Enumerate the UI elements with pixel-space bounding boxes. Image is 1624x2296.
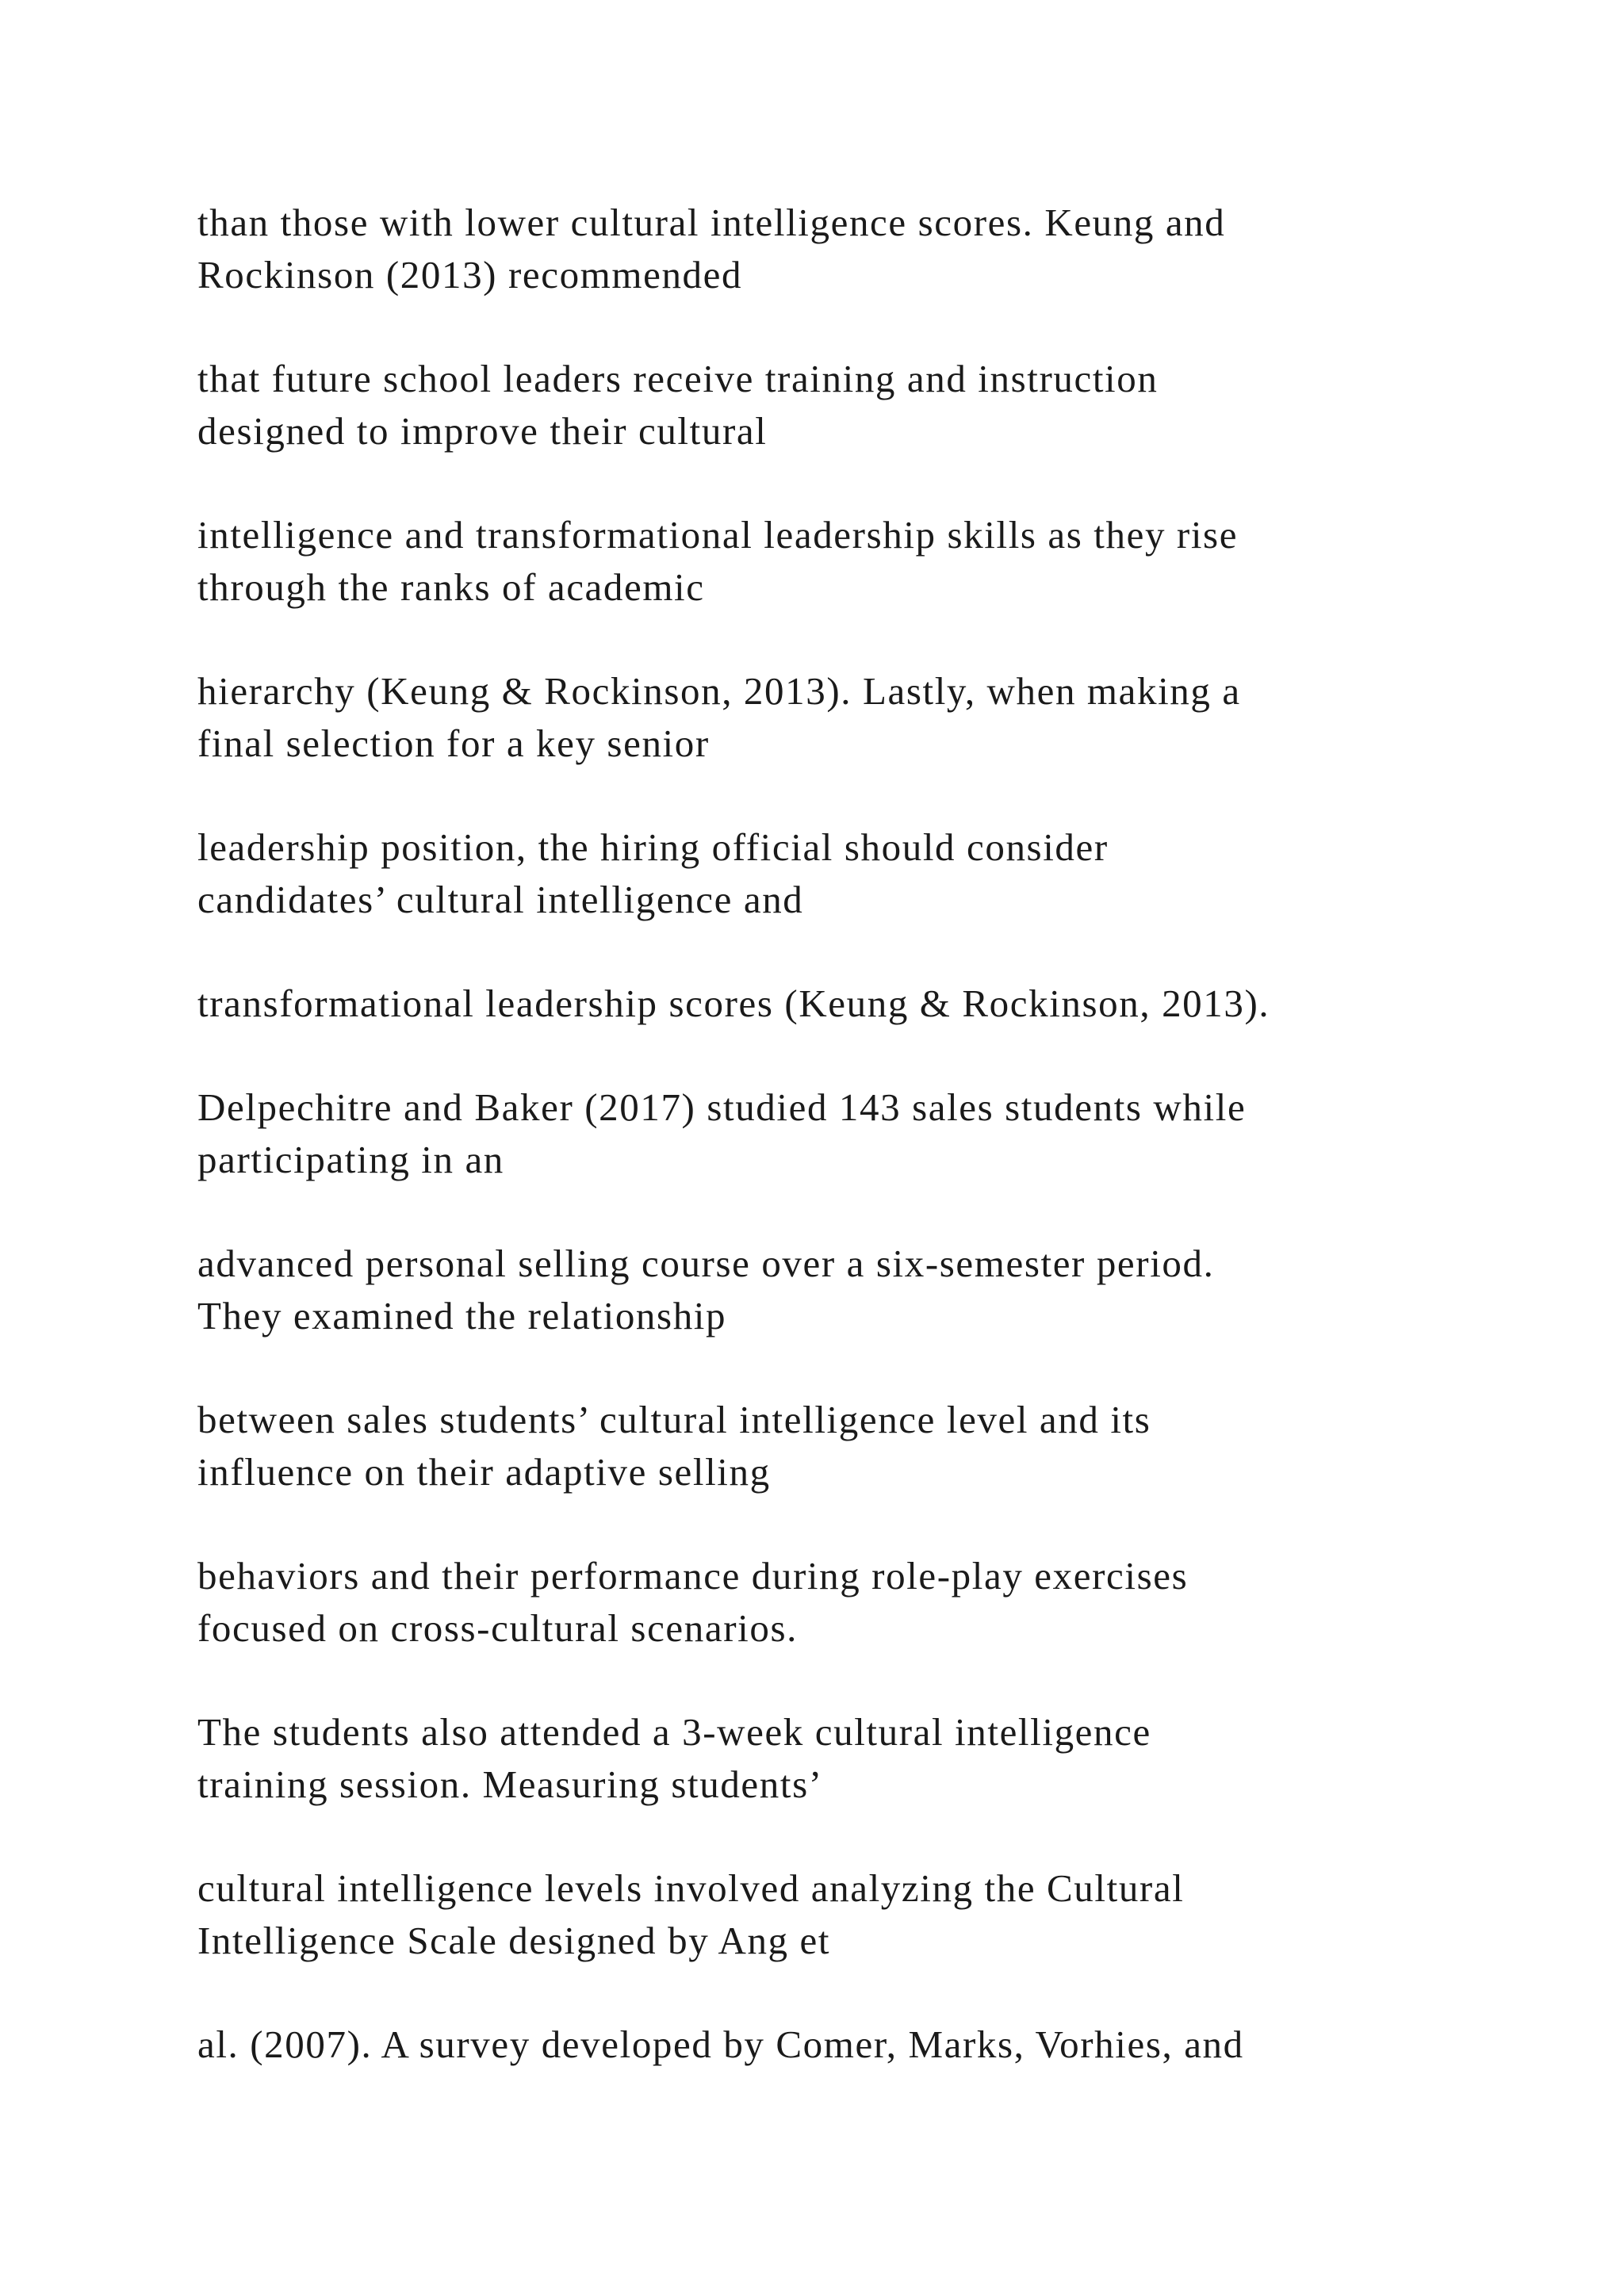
paragraph-3 bbox=[197, 509, 1561, 614]
paragraph-2 bbox=[197, 353, 1561, 457]
text-line: The students also attended a 3-week cultural intelligence bbox=[197, 1710, 1151, 1754]
text-line: candidates’ cultural intelligence and bbox=[197, 878, 804, 921]
text-line: training session. Measuring students’ bbox=[197, 1762, 823, 1806]
paragraph-6 bbox=[197, 978, 1561, 1030]
paragraph-13 bbox=[197, 2019, 1561, 2071]
text-line: cultural intelligence levels involved analyzing the Cultural bbox=[197, 1866, 1185, 1910]
text-line: that future school leaders receive training and instruction bbox=[197, 357, 1159, 400]
text-line: advanced personal selling course over a six-semester period. bbox=[197, 1242, 1215, 1285]
paragraph-9 bbox=[197, 1394, 1561, 1498]
text-line: participating in an bbox=[197, 1138, 504, 1181]
text-line: designed to improve their cultural bbox=[197, 409, 768, 453]
paragraph-12 bbox=[197, 1862, 1561, 1967]
paragraph-11 bbox=[197, 1706, 1561, 1811]
text-line: transformational leadership scores (Keung & Rockinson, 2013). bbox=[197, 982, 1270, 1025]
text-line: through the ranks of academic bbox=[197, 565, 705, 609]
text-line: They examined the relationship bbox=[197, 1294, 727, 1337]
text-line: final selection for a key senior bbox=[197, 721, 710, 765]
text-line: hierarchy (Keung & Rockinson, 2013). Lastly, when making a bbox=[197, 669, 1241, 713]
text-line: intelligence and transformational leadership skills as they rise bbox=[197, 513, 1239, 557]
text-line: behaviors and their performance during role-play exercises bbox=[197, 1554, 1189, 1598]
text-line: than those with lower cultural intelligence scores. Keung and bbox=[197, 201, 1226, 244]
text-line: focused on cross-cultural scenarios. bbox=[197, 1606, 798, 1650]
paragraph-8 bbox=[197, 1238, 1561, 1342]
paragraph-5 bbox=[197, 821, 1561, 926]
text-line: leadership position, the hiring official should consider bbox=[197, 825, 1109, 869]
text-line: between sales students’ cultural intelligence level and its bbox=[197, 1398, 1151, 1441]
paragraph-10 bbox=[197, 1550, 1561, 1655]
text-line: Rockinson (2013) recommended bbox=[197, 253, 743, 297]
text-line: Delpechitre and Baker (2017) studied 143 sales students while bbox=[197, 1085, 1247, 1129]
paragraph-4 bbox=[197, 665, 1561, 770]
text-line: influence on their adaptive selling bbox=[197, 1450, 771, 1494]
paragraph-1 bbox=[197, 197, 1561, 301]
text-line: al. (2007). A survey developed by Comer, Marks, Vorhies, and bbox=[197, 2022, 1244, 2066]
paragraph-7 bbox=[197, 1081, 1561, 1186]
text-line: Intelligence Scale designed by Ang et bbox=[197, 1919, 831, 1962]
